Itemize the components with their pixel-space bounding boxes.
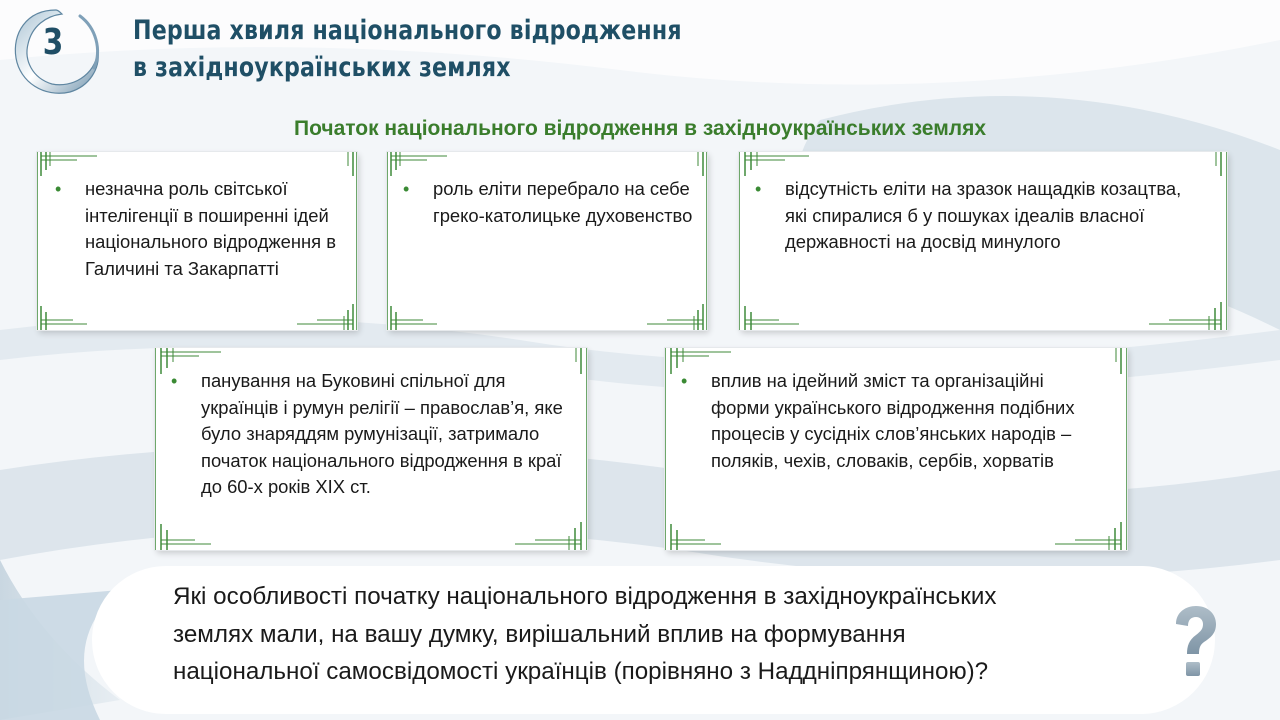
fact-card: [37, 152, 357, 330]
fact-card: [665, 348, 1127, 550]
slide-number: 3: [42, 22, 64, 63]
question-mark-icon: [1170, 606, 1220, 684]
slide-title: [133, 12, 682, 86]
discussion-question: [173, 578, 1193, 691]
card-text: • панування на Буковині спільної для українців і румун релігії – православ’я, яке було знаряддям румунізації, затримало початок національного відродження в краї до 60-х років ХІХ ст.: [171, 368, 571, 501]
question-line: Які особливості початку національного відродження в західноукраїнських: [173, 583, 997, 610]
card-text: • відсутність еліти на зразок нащадків козацтва, які спиралися б у пошуках ідеалів власної державності на досвід минулого: [755, 176, 1205, 256]
title-line: Перша хвиля національного відродження: [133, 15, 682, 46]
question-line: землях мали, на вашу думку, вирішальний вплив на формування: [173, 620, 906, 648]
fact-card: [155, 348, 587, 550]
question-line: національної самосвідомості українців (порівняно з Наддніпрянщиною)?: [173, 658, 989, 685]
card-text: • незначна роль світської інтелігенції в поширенні ідей національного відродження в Галичині та Закарпатті: [55, 176, 345, 282]
title-line: в західноукраїнських землях: [133, 52, 511, 83]
fact-card: [387, 152, 707, 330]
fact-card: [739, 152, 1227, 330]
section-subtitle: Початок національного відродження в західноукраїнських землях: [293, 117, 986, 140]
card-text: • роль еліти перебрало на себе греко-католицьке духовенство: [403, 176, 695, 229]
card-text: • вплив на ідейний зміст та організаційні форми українського відродження подібних процесів у сусідніх слов’янських народів – поляків, чехів, словаків, сербів, хорватів: [681, 368, 1101, 474]
